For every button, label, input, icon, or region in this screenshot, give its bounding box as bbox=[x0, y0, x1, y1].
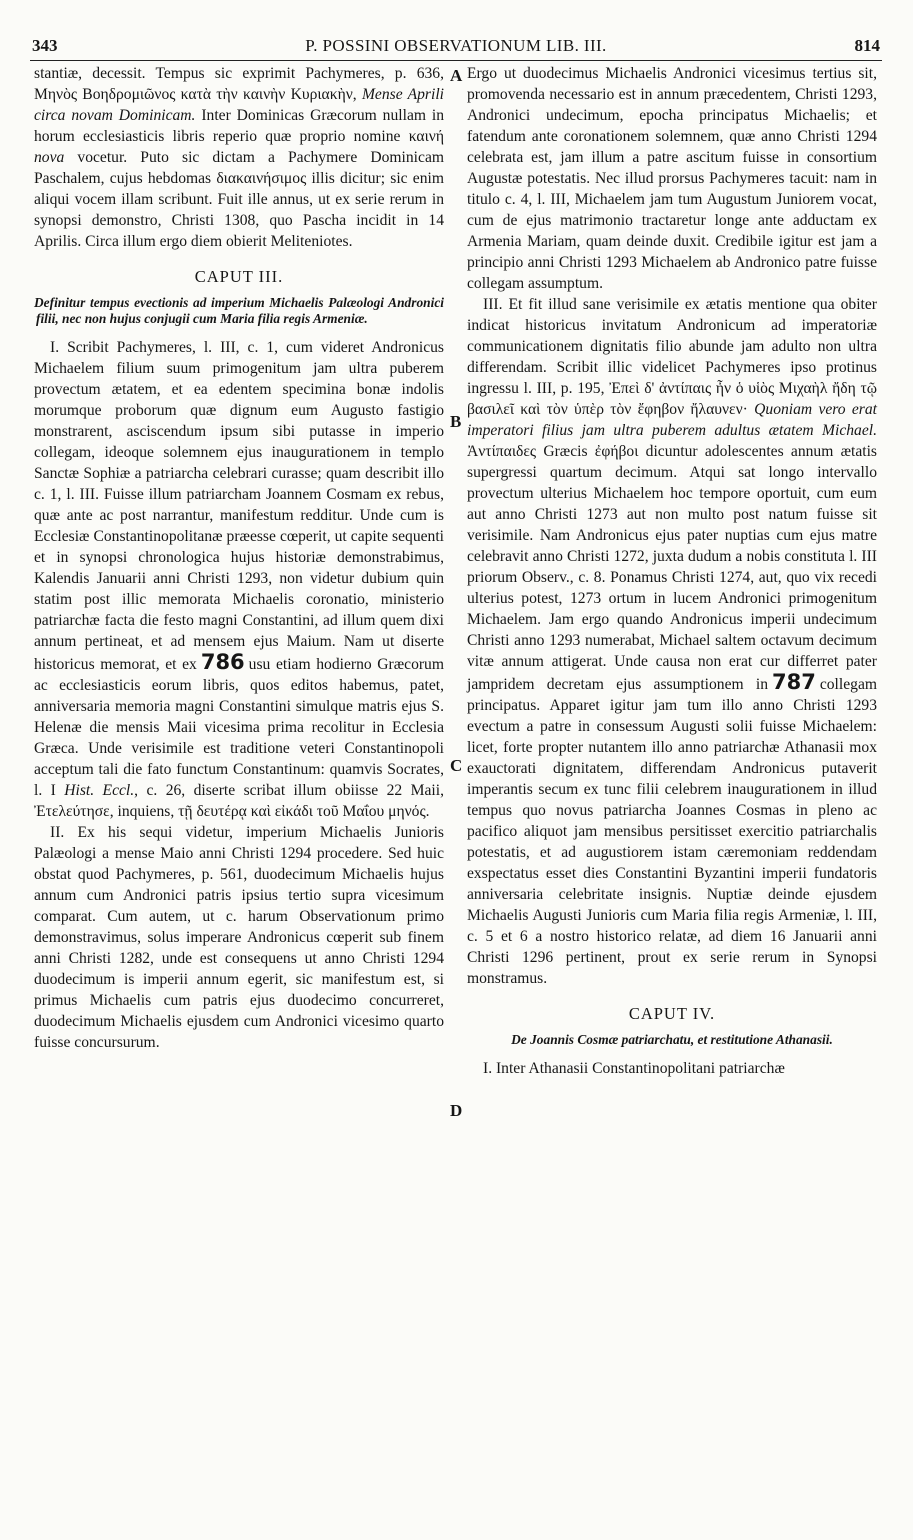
reference-number: 787 bbox=[772, 670, 816, 694]
chapter-heading-iv: CAPUT IV. bbox=[628, 1004, 716, 1023]
paragraph-continuation: stantiæ, decessit. Tempus sic exprimit Pachymeres, p. 636, Μηνὸς Βοηδρομιῶνος κατὰ τὴν καινὴν Κυριακὴν, Mense Aprili circa novam Dominicam. Inter Dominicas Græcorum nullam in horum ecclesiasticis libris reperio quæ proprio nomine καινή nova vocetur. Puto sic dictam a Pachymere Dominicam Paschalem, cujus hebdomas διακαινήσιμος illis dicitur; sic enim aliqui vocem illam scribunt. Fuit ille annus, ut ex serie rerum in synopsi demonstro, Christi 1308, quo Pascha incidit in 14 Aprilis. Circa illum ergo diem obierit Meliteniotes. bbox=[34, 65, 444, 250]
paragraph-ii: II. Ex his sequi videtur, imperium Michaelis Junioris Palæologi a mense Maio anni Christi 1294 procedere. Sed huic obstat quod Pachymeres, p. 561, duodecimum Michaelis hujus annum cum Andronici patris ipsius tertio supra vicesimum comparat. Cum autem, ut c. harum Observationum primo demonstravimus, solus imperare Andronicus cœperit sub finem anni Christi 1282, unde est consequens ut anno Christi 1294 duodecimum is imperii annum egerit, sic manifestum est, si primus Michaelis cum patris ejus duodecimo concurreret, duodecimum Michaelis ejusdem cum Andronici vicesimo quarto fuisse concursurum. bbox=[34, 824, 444, 1051]
paragraph-iii: III. Et fit illud sane verisimile ex ætatis mentione qua obiter indicat historicus invitatum Andronicum ad imperatoriæ communicationem dignitatis filio abunde jam adulto non ultra differendam. Scribit illic videlicet Pachymeres ipso protinus ingressu l. III, p. 195, Ἐπεὶ δ' ἀντίπαις ἦν ὁ υἱὸς Μιχαὴλ ἤδη τῷ βασιλεῖ καὶ τὸν ὑπὲρ τὸν ἔφηβον ἤλαυνεν· Quoniam vero erat imperatori filius jam ultra puberem adultus ætatem Michael. Ἀντίπαιδες Græcis ἐφήβοι dicuntur adolescentes annum ætatis supergressi quartum decimum. Atqui sat longo intervallo provectum ulterius Michaelem hoc tempore oportuit, cum eum aut anno Christi 1273 aut non multo post natum fuisse sit verisimile. Nam Andronicus ejus pater nuptias cum ejus matre celebravit anno Christi 1272, juxta dudum a nobis constituta l. III priorum Observ., c. 8. Ponamus Christi 1274, aut, quo vix recedi ulterius potest, 1273 ortum in lucem Andronici primogenitum Michaelem. Jam ergo quando Andronicus imperii undecimum Christi anno 1293 numerabat, Michael saltem octavum decimum vitæ annum attigerat. Unde causa non erat cur differret pater jampridem decretam ejus assumptionem in 787 collegam principatus. Apparet igitur jam tum illo anno Christi 1293 evectum a patre in consessum Augusti solii fuisse Michaelem: licet, forte propter nutantem illo anno patriarchæ Athanasii mox exauctorati dignitatem, differendam Andronicus putaverit imperantis secum ex tunc filii celebrem inaugurationem in illud tempus quo novus patriarcha Joannes Cosmas in pleno ac pacifico aliquot jam mensibus persitisset exercitio patriarchalis potestatis, et ad augustiorem istam cæremoniam reddendam exspectatus esset dies Constantini Byzantini imperii fundatoris anniversaria celebritate insignis. Nuptiæ deinde ejusdem Michaelis Augusti Junioris cum Maria filia regis Armeniæ, l. III, c. 5 et 6 a nostro historico relatæ, ad diem 16 Januarii anni Christi 1296 pertinent, prout ex serie rerum in Synopsi monstramus. bbox=[467, 296, 877, 987]
right-column bbox=[467, 63, 877, 1079]
chapter-summary-iv: De Joannis Cosmæ patriarchatu, et restitutione Athanasii. bbox=[511, 1032, 833, 1047]
margin-marker-c: C bbox=[450, 756, 463, 775]
chapter-heading-iii: CAPUT III. bbox=[194, 267, 284, 286]
left-column bbox=[34, 63, 444, 1053]
paragraph-i-ch4: I. Inter Athanasii Constantinopolitani patriarchæ bbox=[483, 1060, 785, 1077]
page-number-left: 343 bbox=[32, 36, 58, 55]
paragraph-i: I. Scribit Pachymeres, l. III, c. 1, cum videret Andronicus Michaelem filium suum primogenitum jam ultra puberem provectum ætatem, et ea edentem specimina bonæ indolis morumque proborum quæ dignum eum Augusto fastigio monstrarent, asciscendum ipsum sibi putasse in imperio collegam, ideoque solemnem ejus inaugurationem in templo Sanctæ Sophiæ a patriarcha celebrari curasse; quam describit illo c. 1, l. III. Fuisse illum patriarcham Joannem Cosmam ex rebus, quæ ante ac post narrantur, manifestum redditur. Unde cum is Ecclesiæ Constantinopolitanæ præesse cœperit, ut capite sequenti et in synopsi chronologica hujus historiæ demonstrabimus, Kalendis Januarii anni Christi 1293, non videtur dubium quin statim post illic memorata Michaelis coronatio, ministerio patriarchæ facta die festo magni Constantini, ad illum quem dixi annum pertineat, et ad mensem ejus Maium. Nam ut diserte historicus memorat, et ex 786 usu etiam hodierno Græcorum ac ecclesiasticis eorum libris, quos editos habemus, patet, anniversaria memoria magni Constantini simulque matris ejus S. Helenæ die mensis Maii vicesima prima recolitur in Ecclesia Græca. Unde verisimile est traditione veteri Constantinopoli acceptum tali die fato functum Constantinum: quamvis Socrates, l. I Hist. Eccl., c. 26, diserte scribat illum obiisse 22 Maii, Ἐτελεύτησε, inquiens, τῇ δευτέρᾳ καὶ εἰκάδι τοῦ Μαΐου μηνός. bbox=[34, 339, 444, 820]
paragraph-continuation-right: Ergo ut duodecimus Michaelis Andronici vicesimus tertius sit, promovenda necessario est in annum præcedentem, Christi 1293, Andronici undecimum, epocha principatus Michaelis; et fatendum ante coronationem solemnem, quæ anno Christi 1294 celebrata est, jam illum a patre ascitum fuisse in consortium Augustæ potestatis. Nec illud prorsus Pachymeres tacuit: nam in titulo c. 4, l. III, Michaelem jam tum Augustum Juniorem vocat, cum de ejus matrimonio tractaretur longe ante adductam ex Armenia Mariam, quam deinde duxit. Credibile igitur est jam a principio anni Christi 1293 Michaelem ab Andronico patre fuisse collegam assumptum. bbox=[467, 65, 877, 292]
chapter-summary-iii: Definitur tempus evectionis ad imperium Michaelis Palæologi Andronici filii, nec non hujus conjugii cum Maria filia regis Armeniæ. bbox=[34, 295, 444, 326]
margin-marker-d: D bbox=[450, 1101, 463, 1120]
reference-number: 786 bbox=[200, 650, 245, 674]
page-number-right: 814 bbox=[854, 36, 880, 55]
margin-marker-a: A bbox=[450, 66, 463, 85]
running-header bbox=[30, 34, 882, 61]
running-title: P. POSSINI OBSERVATIONUM LIB. III. bbox=[305, 36, 607, 55]
margin-marker-b: B bbox=[450, 412, 462, 431]
